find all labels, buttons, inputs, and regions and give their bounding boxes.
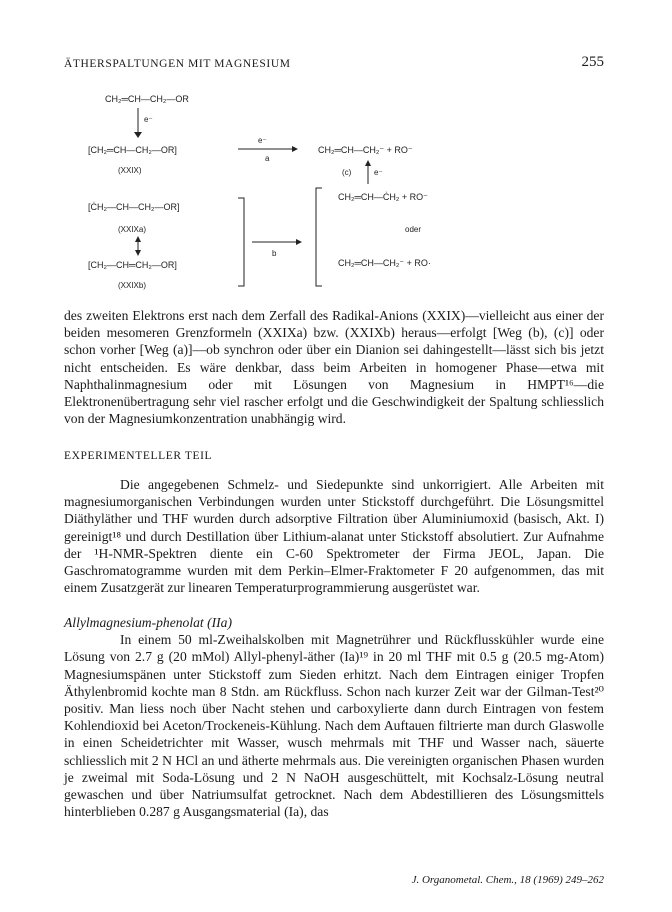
reaction-scheme — [60, 80, 620, 305]
scheme-oder: oder — [405, 225, 422, 234]
scheme-product-a: CH₂═CH—CH₂⁻ + RO⁻ — [318, 145, 413, 155]
scheme-mesomer-b-label: (XXIXb) — [118, 281, 147, 290]
scheme-product-b1: CH₂═CH—ĊH₂ + RO⁻ — [338, 192, 428, 202]
scheme-mesomer-a-label: (XXIXa) — [118, 225, 147, 234]
intro-paragraph-block — [64, 307, 604, 427]
scheme-mesomer-b: [CH₂—CH═CH₂—OR] — [88, 260, 177, 270]
procedure-block — [64, 614, 604, 820]
section-title: EXPERIMENTELLER TEIL — [64, 450, 213, 462]
scheme-electron-1: e⁻ — [144, 115, 153, 124]
scheme-step-a: a — [265, 154, 270, 163]
scheme-electron-2: e⁻ — [258, 136, 267, 145]
scheme-step-b: b — [272, 249, 277, 258]
page-number: 255 — [581, 54, 604, 70]
scheme-mesomer-a: [ĊH₂—CH—CH₂—OR] — [88, 202, 180, 212]
scheme-step-c: (c) — [342, 168, 352, 177]
scheme-radical-anion: [CH₂═CH—CH₂—OR] — [88, 145, 177, 155]
intro-paragraph: des zweiten Elektrons erst nach dem Zerfall des Radikal-Anions (XXIX)—vielleicht aus einer der beiden mesomeren Grenzformeln (XXIXa) bzw. (XXIXb) heraus—erfolgt [Weg (b), (c)] oder schon vorher [Weg (a)]—ob synchron oder über ein Dianion sei dahingestellt—lässt sich bis jetzt nicht entscheiden. Es wäre denkbar, dass beim Arbeiten in homogener Phase—etwa mit Naphthalinmagnesium oder mit Lösungen von Magnesium in HMPT¹⁶—die Elektronenübertragung sehr viel rascher erfolgt und die Geschwindigkeit der Spaltung schliesslich von der Magnesiumkonzentration unabhängig wird. — [64, 308, 604, 427]
experimental-paragraph-block — [64, 476, 604, 596]
running-head: ÄTHERSPALTUNGEN MIT MAGNESIUM — [64, 58, 291, 70]
journal-footer: J. Organometal. Chem., 18 (1969) 249–262 — [411, 874, 604, 886]
experimental-paragraph: Die angegebenen Schmelz- und Siedepunkte sind unkorrigiert. Alle Arbeiten mit magnesiumorganischen Verbindungen wurden unter Stickstoff durchgeführt. Die Lösungsmittel Diäthyläther und THF wurden durch adsorptive Filtration über Aluminiumoxid (basisch, Akt. I) gereinigt¹⁸ und durch Destillation über Lithium-alanat unter Stickstoff absolutiert. Zur Aufnahme der ¹H-NMR-Spektren diente ein C-60 Spektrometer der Firma JEOL, Japan. Die Gaschromatogramme wurden mit dem Perkin–Elmer-Fraktometer F 20 aufgenommen, das mit einem Zusatzgerät zur linearen Temperaturprogrammierung ausgerüstet war. — [64, 477, 604, 596]
scheme-electron-3: e⁻ — [374, 168, 383, 177]
scheme-top-formula: CH₂═CH—CH₂—OR — [105, 94, 189, 104]
scheme-product-b2: CH₂═CH—CH₂⁻ + RO· — [338, 258, 431, 268]
scheme-radical-anion-label: (XXIX) — [118, 166, 142, 175]
subsection-title: Allylmagnesium-phenolat (IIa) — [64, 615, 232, 630]
procedure-paragraph: In einem 50 ml-Zweihalskolben mit Magnetrührer und Rückflusskühler wurde eine Lösung von 2.7 g (20 mMol) Allyl-phenyl-äther (Ia)¹⁹ in 20 ml THF mit 0.5 g (20.5 mg-Atom) Magnesiumspänen unter Stickstoff zum Sieden erhitzt. Nach dem Eintragen einiger Tropfen Äthylenbromid kochte man 8 Stdn. am Rückfluss. Schon nach kurzer Zeit war der Gilman-Test²⁰ positiv. Man liess noch über Nacht stehen und carboxylierte dann durch Eintragen von festem Kohlendioxid bei Aceton/Trockeneis-Kühlung. Nach dem Auftauen filtrierte man durch Glaswolle in einen Scheidetrichter mit Wasser, wusch mehrmals mit THF und Wasser nach, säuerte schliesslich mit 2 N HCl an und ätherte mehrmals aus. Die vereinigten organischen Phasen wurden je zweimal mit Soda-Lösung und 2 N NaOH ausgeschüttelt, mit Kochsalz-Lösung neutral gewaschen und über Natriumsulfat getrocknet. Nach dem Abdestillieren des Lösungsmittels hinterblieben 0.287 g Ausgangsmaterial (Ia), das — [64, 632, 604, 820]
